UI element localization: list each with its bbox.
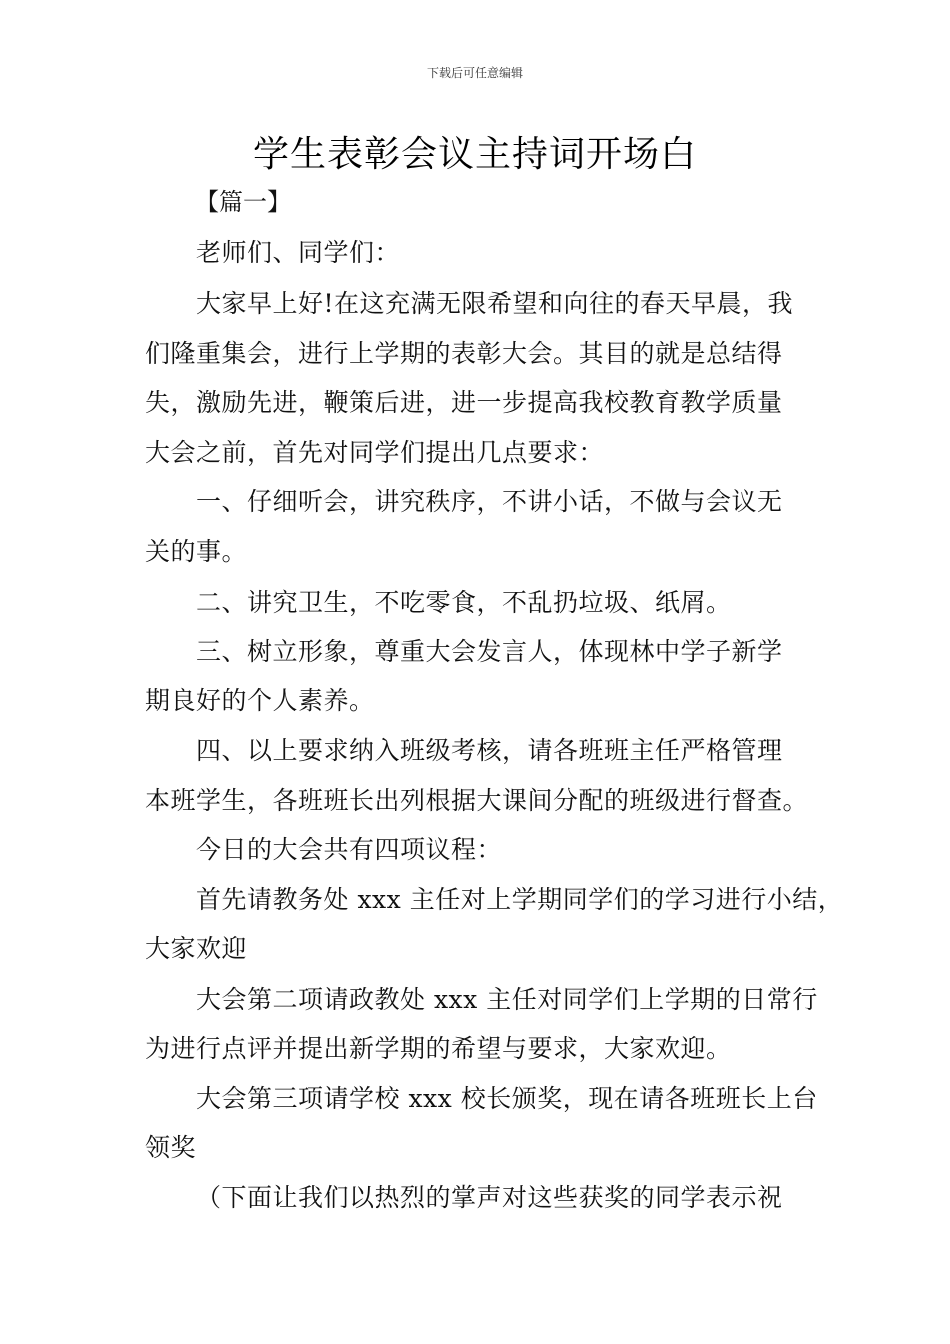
body-line: 二、讲究卫生，不吃零食，不乱扔垃圾、纸屑。 xyxy=(196,588,732,617)
body-line: 领奖 xyxy=(145,1133,197,1162)
body-line: 四、以上要求纳入班级考核，请各班班主任严格管理 xyxy=(196,736,783,765)
section-label: 【篇一】 xyxy=(195,188,291,216)
body-line: 首先请教务处 xxx 主任对上学期同学们的学习进行小结， xyxy=(196,885,844,914)
body-line: 们隆重集会，进行上学期的表彰大会。其目的就是总结得 xyxy=(145,339,783,368)
body-line: 今日的大会共有四项议程： xyxy=(196,835,503,864)
body-line: 大会第三项请学校 xxx 校长颁奖，现在请各班班长上台 xyxy=(196,1084,818,1113)
body-line: 一、仔细听会，讲究秩序，不讲小话，不做与会议无 xyxy=(196,487,783,516)
body-line: 为进行点评并提出新学期的希望与要求，大家欢迎。 xyxy=(145,1034,732,1063)
body-line: 大家早上好!在这充满无限希望和向往的春天早晨，我 xyxy=(196,289,794,318)
body-line: 三、树立形象，尊重大会发言人，体现林中学子新学 xyxy=(196,637,783,666)
body-line: 期良好的个人素养。 xyxy=(145,686,375,715)
body-line: 失，激励先进，鞭策后进，进一步提高我校教育教学质量 xyxy=(145,388,783,417)
body-line: 老师们、同学们： xyxy=(196,238,401,267)
body-line: 大会之前，首先对同学们提出几点要求： xyxy=(145,438,605,467)
header-note: 下载后可任意编辑 xyxy=(426,66,523,80)
body-line: 大会第二项请政教处 xxx 主任对同学们上学期的日常行 xyxy=(196,985,818,1014)
body-line: 关的事。 xyxy=(145,537,248,566)
body-line: 大家欢迎 xyxy=(145,934,248,963)
body-line: 本班学生，各班班长出列根据大课间分配的班级进行督查。 xyxy=(145,786,809,815)
document-title: 学生表彰会议主持词开场白 xyxy=(252,134,697,175)
body-line: （下面让我们以热烈的掌声对这些获奖的同学表示祝 xyxy=(196,1183,783,1212)
